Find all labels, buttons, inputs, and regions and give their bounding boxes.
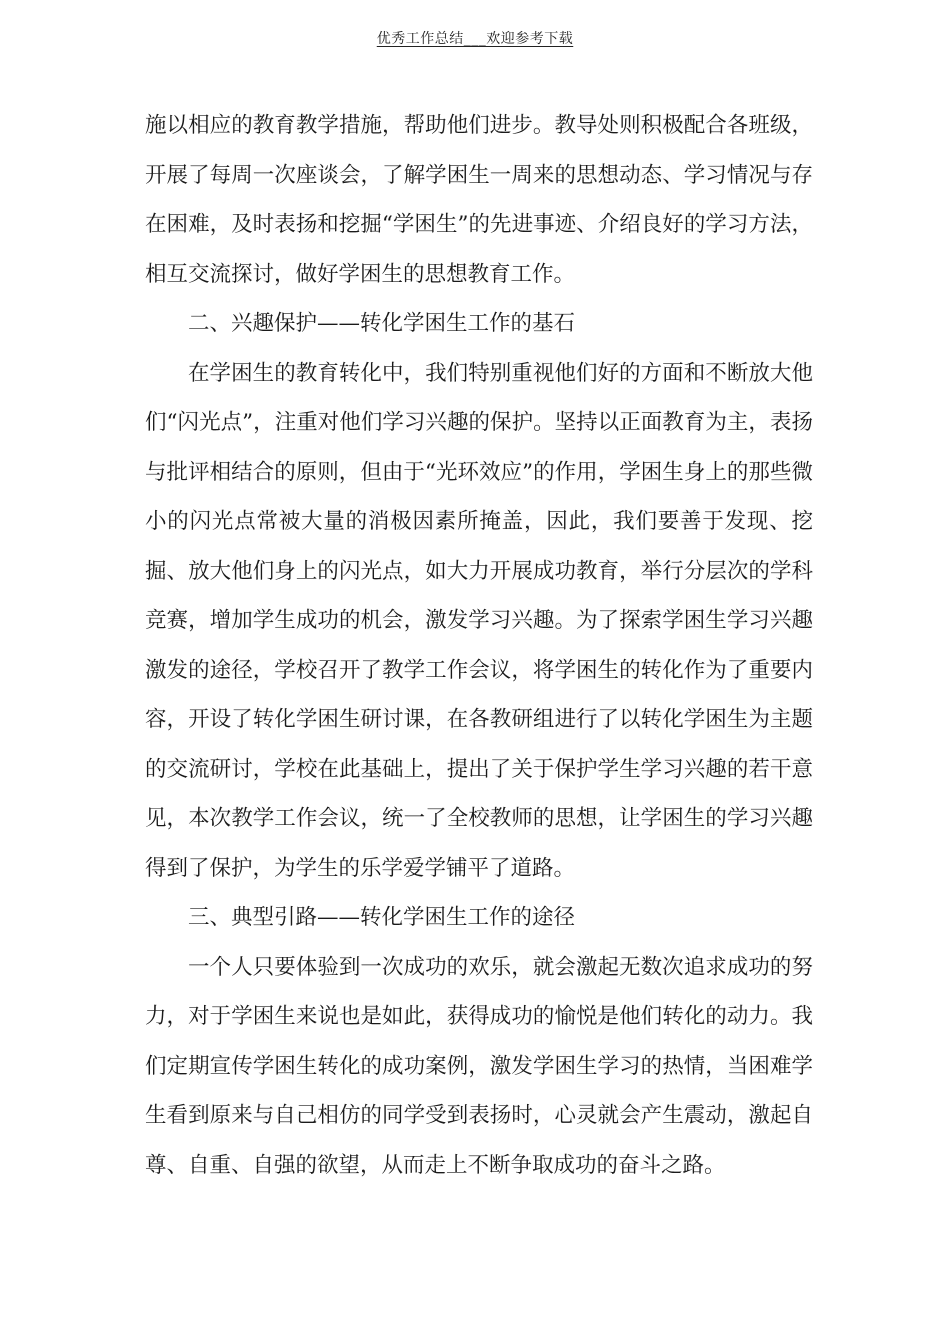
section-heading-2: 二、兴趣保护——转化学困生工作的基石 — [188, 311, 576, 336]
paragraph-interest-protection: 在学困生的教育转化中，我们特别重视他们好的方面和不断放大他们“闪光点”，注重对他们学习兴趣的保护。坚持以正面教育为主，表扬与批评相结合的原则，但由于“光环效应”的作用，学困生身上的那些微小的闪光点常被大量的消极因素所掩盖，因此，我们要善于发现、挖掘、放大他们身上的闪光点，如大力开展成功教育，举行分层次的学科竞赛，增加学生成功的机会，激发学习兴趣。为了探索学困生学习兴趣激发的途径，学校召开了教学工作会议，将学困生的转化作为了重要内容，开设了转化学困生研讨课，在各教研组进行了以转化学困生为主题的交流研讨，学校在此基础上，提出了关于保护学生学习兴趣的若干意见，本次教学工作会议，统一了全校教师的思想，让学困生的学习兴趣得到了保护，为学生的乐学爱学铺平了道路。 — [145, 360, 813, 881]
page-header — [0, 28, 950, 48]
section-heading-3: 三、典型引路——转化学困生工作的途径 — [188, 905, 576, 930]
document-body — [145, 101, 813, 1190]
header-text: 优秀工作总结___欢迎参考下载 — [376, 31, 574, 47]
paragraph-continued: 施以相应的教育教学措施，帮助他们进步。教导处则积极配合各班级，开展了每周一次座谈会，了解学困生一周来的思想动态、学习情况与存在困难，及时表扬和挖掘“学困生”的先进事迹、介绍良好的学习方法，相互交流探讨，做好学困生的思想教育工作。 — [145, 113, 813, 287]
paragraph-typical-example: 一个人只要体验到一次成功的欢乐，就会激起无数次追求成功的努力，对于学困生来说也是如此，获得成功的愉悦是他们转化的动力。我们定期宣传学困生转化的成功案例，激发学困生学习的热情，当困难学生看到原来与自己相仿的同学受到表扬时，心灵就会产生震动，激起自尊、自重、自强的欲望，从而走上不断争取成功的奋斗之路。 — [145, 954, 813, 1178]
